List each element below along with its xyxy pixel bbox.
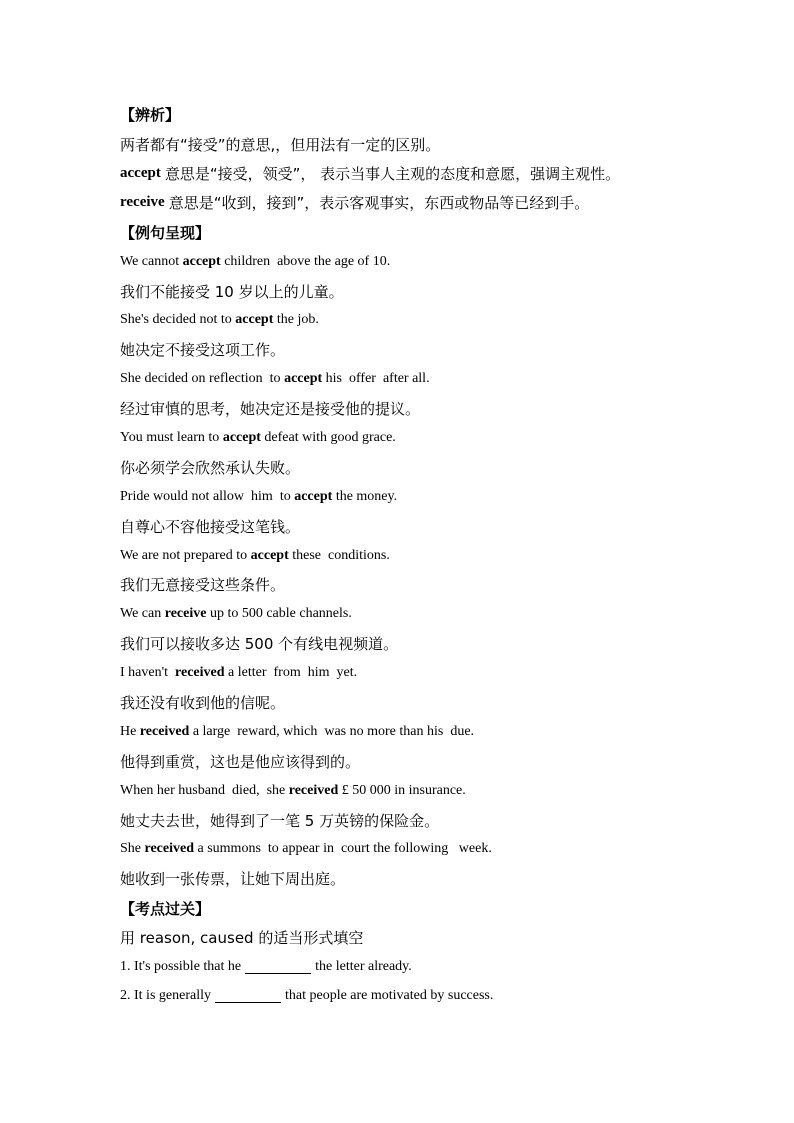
example-text: We can <box>120 606 165 622</box>
example-text: We are not prepared to <box>120 547 251 563</box>
question-2-blank[interactable] <box>215 990 281 1003</box>
example-text: these conditions. <box>288 547 390 563</box>
receive-word: receive <box>120 194 165 211</box>
example-keyword: received <box>144 841 194 857</box>
example-text: his offer after all. <box>322 371 430 387</box>
example-keyword: accept <box>182 253 221 269</box>
example-text: He <box>120 723 140 739</box>
example-text: the job. <box>273 312 319 328</box>
example-keyword: received <box>288 782 339 798</box>
example-chinese-translation: 他得到重赏，这也是他应该得到的。 <box>120 752 361 771</box>
example-text: She <box>120 841 145 857</box>
document-content <box>120 100 680 1011</box>
examples-heading: 【例句呈现】 <box>120 223 211 242</box>
accept-word: accept <box>120 164 161 181</box>
example-english-sentence <box>120 717 680 746</box>
example-text: I haven't <box>120 665 176 681</box>
accept-definition: 意思是“接受，领受”， 表示当事人主观的态度和意愿，强调主观性。 <box>164 164 621 183</box>
example-chinese-translation: 她决定不接受这项工作。 <box>120 341 286 360</box>
example-english-sentence <box>120 306 680 335</box>
example-keyword: accept <box>284 371 323 387</box>
example-text: When her husband died, she <box>120 782 289 798</box>
example-text: defeat with good grace. <box>260 429 396 445</box>
example-keyword: accept <box>235 312 274 328</box>
example-text: She's decided not to <box>120 312 236 328</box>
example-english-sentence <box>120 482 680 511</box>
question-2-suffix: that people are motivated by success. <box>284 988 494 1004</box>
example-text: a summons to appear in court the following week. <box>194 841 492 857</box>
example-english-sentence <box>120 776 680 805</box>
example-text: a large reward, which was no more than his due. <box>189 723 475 739</box>
example-text: You must learn to <box>120 429 223 445</box>
example-english-sentence <box>120 423 680 452</box>
example-text: children above the age of 10. <box>220 253 391 269</box>
example-text: Pride would not allow him to <box>120 488 295 504</box>
example-text: a letter from him yet. <box>224 665 358 681</box>
examples-list <box>120 247 680 894</box>
example-chinese-translation: 经过审慎的思考，她决定还是接受他的提议。 <box>120 400 421 419</box>
receive-definition-line <box>120 188 680 217</box>
example-text: the money. <box>332 488 398 504</box>
example-chinese-translation: 她收到一张传票，让她下周出庭。 <box>120 870 346 889</box>
example-english-sentence <box>120 658 680 687</box>
example-chinese-translation: 自尊心不容他接受这笔钱。 <box>120 517 301 536</box>
question-2-prefix: 2. It is generally <box>120 988 211 1004</box>
exercise-heading: 【考点过关】 <box>120 899 211 918</box>
example-text: She decided on reflection to <box>120 371 285 387</box>
exercise-instruction: 用 reason, caused 的适当形式填空 <box>120 929 364 948</box>
question-1-suffix: the letter already. <box>315 959 412 975</box>
question-1-prefix: 1. It's possible that he <box>120 959 242 975</box>
example-english-sentence <box>120 541 680 570</box>
example-keyword: accept <box>222 429 261 445</box>
example-chinese-translation: 她丈夫去世，她得到了一笔 5 万英镑的保险金。 <box>120 811 440 830</box>
example-keyword: receive <box>164 606 207 622</box>
question-1-blank[interactable] <box>245 961 311 974</box>
example-chinese-translation: 我们不能接受 10 岁以上的儿童。 <box>120 282 344 301</box>
example-chinese-translation: 我还没有收到他的信呢。 <box>120 694 286 712</box>
accept-definition-line <box>120 159 680 188</box>
example-text: We cannot <box>120 253 183 269</box>
example-english-sentence <box>120 365 680 394</box>
exercise-question-2 <box>120 982 680 1011</box>
example-keyword: accept <box>250 547 289 563</box>
example-chinese-translation: 我们无意接受这些条件。 <box>120 576 286 595</box>
example-english-sentence <box>120 247 680 276</box>
exercise-question-1 <box>120 952 680 981</box>
example-chinese-translation: 你必须学会欣然承认失败。 <box>120 458 301 477</box>
example-text: up to 500 cable channels. <box>206 606 352 622</box>
example-keyword: received <box>175 665 225 681</box>
example-keyword: received <box>139 723 190 739</box>
receive-definition: 意思是“收到，接到”，表示客观事实，东西或物品等已经到手。 <box>168 194 590 213</box>
example-english-sentence <box>120 600 680 629</box>
example-keyword: accept <box>294 488 333 504</box>
example-english-sentence <box>120 835 680 864</box>
analysis-intro: 两者都有“接受”的意思,，但用法有一定的区别。 <box>120 135 441 154</box>
analysis-heading: 【辨析】 <box>120 106 181 125</box>
example-chinese-translation: 我们可以接收多达 500 个有线电视频道。 <box>120 635 399 654</box>
example-text: £ 50 000 in insurance. <box>338 782 466 798</box>
